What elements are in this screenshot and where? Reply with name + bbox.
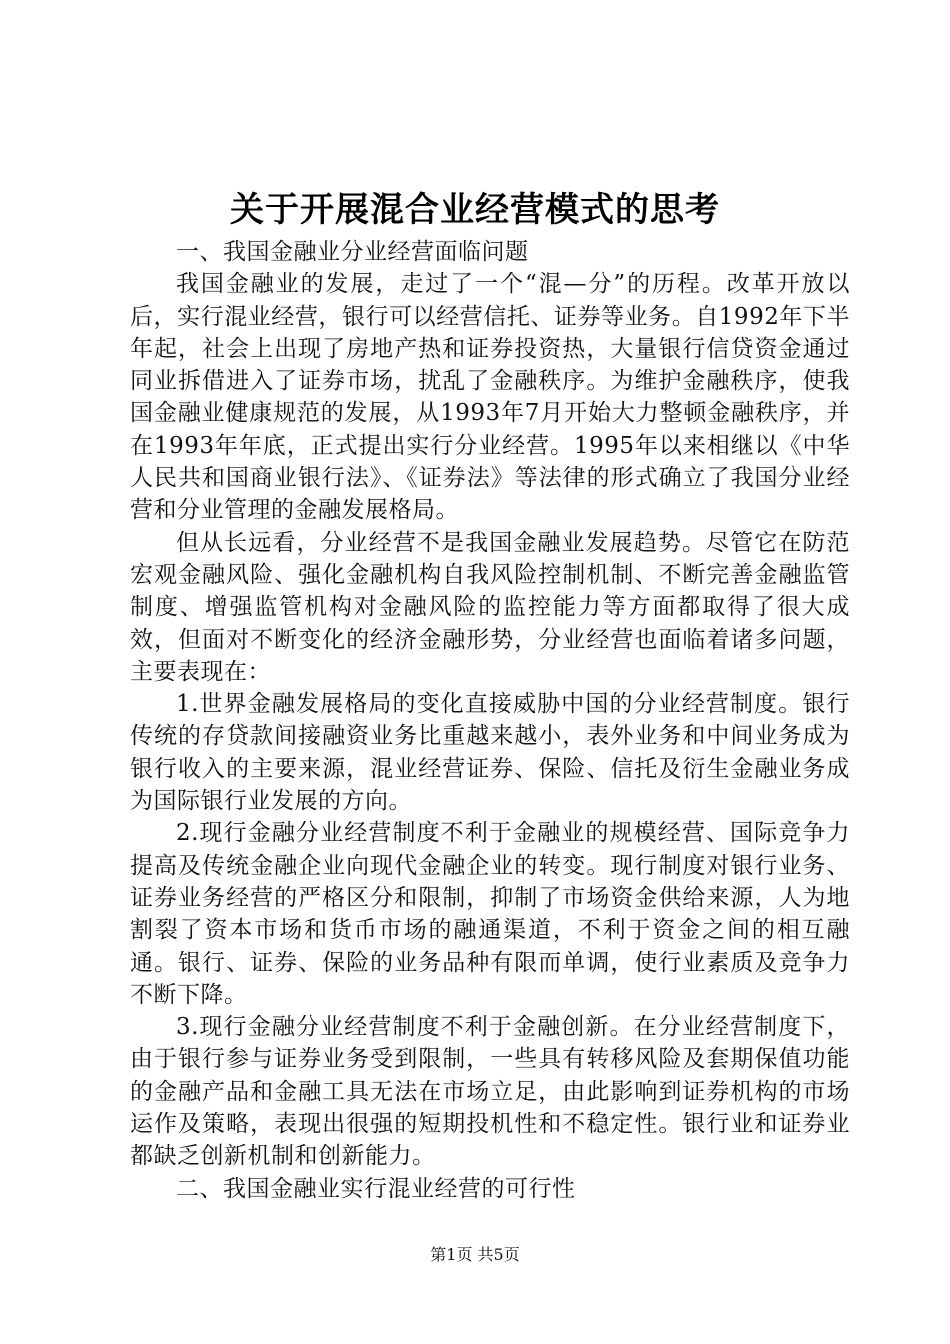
paragraph-trend: 但从长远看，分业经营不是我国金融业发展趋势。尽管它在防范宏观金融风险、强化金融机构自我风险控制机制、不断完善金融监管制度、增强监管机构对金融风险的监控能力等方面都取得了很大成效，但面对不断变化的经济金融形势，分业经营也面临着诸多问题，主要表现在： xyxy=(130,529,850,685)
section-heading-2: 二、我国金融业实行混业经营的可行性 xyxy=(176,1175,576,1202)
document-body xyxy=(130,236,850,1205)
paragraph-point-1: 1.世界金融发展格局的变化直接威胁中国的分业经营制度。银行传统的存贷款间接融资业务比重越来越小，表外业务和中间业务成为银行收入的主要来源，混业经营证券、保险、信托及衍生金融业务成为国际银行业发展的方向。 xyxy=(130,691,850,815)
page-number-footer: 第1页 共5页 xyxy=(430,1245,520,1264)
paragraph-point-3: 3.现行金融分业经营制度不利于金融创新。在分业经营制度下，由于银行参与证券业务受到限制，一些具有转移风险及套期保值功能的金融产品和金融工具无法在市场立足，由此影响到证券机构的市场运作及策略，表现出很强的短期投机性和不稳定性。银行业和证券业都缺乏创新机制和创新能力。 xyxy=(130,1014,850,1170)
section-heading-1: 一、我国金融业分业经营面临问题 xyxy=(176,239,529,265)
document-title: 关于开展混合业经营模式的思考 xyxy=(230,190,720,230)
paragraph-point-2: 2.现行金融分业经营制度不利于金融业的规模经营、国际竞争力提高及传统金融企业向现代金融企业的转变。现行制度对银行业务、证券业务经营的严格区分和限制，抑制了市场资金供给来源，人为地割裂了资本市场和货币市场的融通渠道，不利于资金之间的相互融通。银行、证券、保险的业务品种有限而单调，使行业素质及竞争力不断下降。 xyxy=(130,820,850,1008)
paragraph-history: 我国金融业的发展，走过了一个“混—分”的历程。改革开放以后，实行混业经营，银行可以经营信托、证券等业务。自1992年下半年起，社会上出现了房地产热和证券投资热，大量银行信贷资金通过同业拆借进入了证券市场，扰乱了金融秩序。为维护金融秩序，使我国金融业健康规范的发展，从1993年7月开始大力整顿金融秩序，并在1993年年底，正式提出实行分业经营。1995年以来相继以《中华人民共和国商业银行法》、《证券法》等法律的形式确立了我国分业经营和分业管理的金融发展格局。 xyxy=(130,271,850,524)
